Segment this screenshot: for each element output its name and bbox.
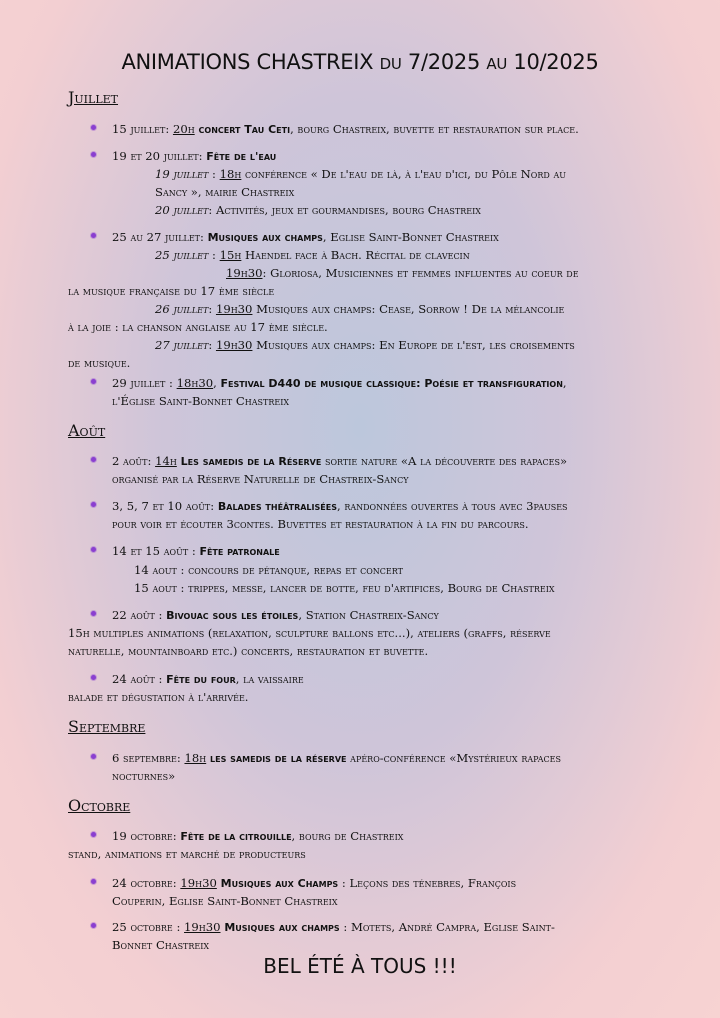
event-date: 19 et 20 juillet: bbox=[112, 149, 207, 163]
event-title: Les samedis de la Réserve bbox=[176, 455, 322, 468]
separator: : bbox=[208, 167, 220, 181]
sub-time: 15h bbox=[219, 248, 242, 262]
event-title: Musiques aux Champs bbox=[216, 877, 339, 890]
event-date: 25 octobre : bbox=[112, 920, 185, 934]
event-date: 25 au 27 juillet: bbox=[112, 230, 208, 244]
sub-line: de musique. bbox=[68, 356, 131, 370]
bullet-icon bbox=[91, 125, 96, 130]
event-date: 2 août: bbox=[112, 454, 156, 468]
event-date: 6 septembre: bbox=[112, 751, 185, 765]
list-item bbox=[112, 120, 579, 139]
event-details: apéro-conférence «Mystérieux rapaces bbox=[346, 751, 561, 765]
sub-line bbox=[226, 264, 579, 282]
list-item bbox=[112, 670, 304, 689]
sub-day: 26 juillet bbox=[155, 302, 209, 316]
event-details: , randonnées ouvertes à tous avec 3pauses bbox=[336, 499, 568, 513]
event-date: 29 juillet : bbox=[112, 376, 177, 390]
event-time: 19h30 bbox=[180, 876, 217, 890]
event-date: 19 octobre: bbox=[112, 829, 181, 843]
event-title: concert Tau Ceti bbox=[194, 123, 291, 136]
event-title: Festival D440 de musique classique: Poésie et transfiguration bbox=[220, 377, 563, 390]
event-title: Fête du four bbox=[166, 673, 236, 686]
event-details: , bbox=[562, 376, 567, 390]
separator: : bbox=[208, 248, 220, 262]
sub-line: naturelle, mountainboard etc.) concerts, restauration et buvette. bbox=[68, 644, 429, 658]
sub-line: la musique française du 17 ème siècle bbox=[68, 284, 275, 298]
bullet-icon bbox=[91, 754, 96, 759]
sub-line bbox=[155, 246, 470, 264]
separator: : bbox=[208, 338, 216, 352]
sub-line: Sancy », mairie Chastreix bbox=[155, 185, 295, 199]
sub-line: balade et dégustation à l'arrivée. bbox=[68, 690, 249, 704]
event-title: les samedis de la réserve bbox=[206, 752, 347, 765]
event-title: Balades théâtralisées bbox=[217, 500, 337, 513]
list-item bbox=[112, 147, 276, 166]
list-item bbox=[112, 228, 499, 247]
sub-text: : Gloriosa, Musiciennes et femmes influentes au coeur de bbox=[262, 266, 579, 280]
sub-line: 14 aout : concours de pétanque, repas et concert bbox=[134, 563, 403, 577]
section-aout: Août bbox=[68, 421, 106, 440]
page-title: ANIMATIONS CHASTREIX du 7/2025 au 10/2025 bbox=[121, 50, 599, 74]
sub-line: nocturnes» bbox=[112, 769, 176, 783]
section-septembre: Septembre bbox=[68, 717, 146, 736]
sub-day: 20 juillet bbox=[155, 203, 209, 217]
list-item bbox=[112, 606, 439, 625]
bullet-icon bbox=[91, 832, 96, 837]
closing-message: BEL ÉTÉ À TOUS !!! bbox=[263, 954, 457, 978]
event-title: Fête patronale bbox=[199, 545, 280, 558]
bullet-icon bbox=[91, 923, 96, 928]
event-date: 3, 5, 7 et 10 août: bbox=[112, 499, 218, 513]
list-item bbox=[112, 497, 568, 516]
event-details: , Station Chastreix-Sancy bbox=[298, 608, 439, 622]
sub-text: Musiques aux champs: En Europe de l'est, les croisements bbox=[252, 338, 575, 352]
event-details: , bourg Chastreix, buvette et restauration sur place. bbox=[290, 122, 579, 136]
sub-line: Couperin, Eglise Saint-Bonnet Chastreix bbox=[112, 894, 338, 908]
sub-day: 27 juillet bbox=[155, 338, 209, 352]
bullet-icon bbox=[91, 152, 96, 157]
sub-line: 15h multiples animations (relaxation, sculpture ballons etc...), ateliers (graffs, réserve bbox=[68, 626, 551, 640]
event-title: Bivouac sous les étoiles bbox=[166, 609, 299, 622]
sub-text: : Activités, jeux et gourmandises, bourg Chastreix bbox=[208, 203, 481, 217]
list-item bbox=[112, 827, 403, 846]
sub-time: 19h30 bbox=[226, 266, 263, 280]
sub-line: organisé par la Réserve Naturelle de Chastreix-Sancy bbox=[112, 472, 409, 486]
event-time: 20h bbox=[172, 122, 195, 136]
list-item bbox=[112, 918, 555, 937]
list-item bbox=[112, 374, 567, 393]
list-item bbox=[112, 452, 567, 471]
sub-line bbox=[155, 300, 564, 318]
bullet-icon bbox=[91, 547, 96, 552]
event-date: 14 et 15 août : bbox=[112, 544, 200, 558]
sub-text: conférence « De l'eau de là, à l'eau d'ici, du Pôle Nord au bbox=[241, 167, 566, 181]
bullet-icon bbox=[91, 379, 96, 384]
list-item bbox=[112, 874, 516, 893]
sub-time: 18h bbox=[219, 167, 242, 181]
event-date: 24 octobre: bbox=[112, 876, 181, 890]
bullet-icon bbox=[91, 457, 96, 462]
event-details: , bourg de Chastreix bbox=[291, 829, 404, 843]
sub-text: Haendel face à Bach. Récital de clavecin bbox=[241, 248, 470, 262]
bullet-icon bbox=[91, 675, 96, 680]
event-title: Musiques aux champs bbox=[220, 921, 340, 934]
event-details: , Eglise Saint-Bonnet Chastreix bbox=[322, 230, 499, 244]
event-details: , la vaissaire bbox=[235, 672, 304, 686]
bullet-icon bbox=[91, 611, 96, 616]
event-details: : Leçons des ténebres, François bbox=[338, 876, 517, 890]
event-details: : Motets, André Campra, Eglise Saint- bbox=[339, 920, 555, 934]
bullet-icon bbox=[91, 233, 96, 238]
event-date: 15 juillet: bbox=[112, 122, 173, 136]
sub-time: 19h30 bbox=[215, 338, 253, 352]
sub-line bbox=[155, 336, 575, 354]
event-time: 19h30 bbox=[184, 920, 221, 934]
event-date: 22 août : bbox=[112, 608, 167, 622]
event-time: 18h30 bbox=[176, 376, 214, 390]
event-time: 18h bbox=[184, 751, 207, 765]
sub-line bbox=[155, 201, 481, 219]
event-time: 14h bbox=[155, 454, 177, 468]
sub-line bbox=[155, 165, 566, 183]
sub-line: Bonnet Chastreix bbox=[112, 938, 210, 952]
event-title: Fête de l'eau bbox=[206, 150, 277, 163]
event-details: sortie nature «A la découverte des rapaces» bbox=[321, 454, 568, 468]
separator: , bbox=[213, 376, 221, 390]
sub-line: stand, animations et marché de producteurs bbox=[68, 847, 306, 861]
sub-day: 25 juillet bbox=[155, 248, 209, 262]
bullet-icon bbox=[91, 502, 96, 507]
sub-line: 15 aout : trippes, messe, lancer de botte, feu d'artifices, Bourg de Chastreix bbox=[134, 581, 555, 595]
event-title: Musiques aux champs bbox=[207, 231, 323, 244]
sub-day: 19 juillet bbox=[155, 167, 209, 181]
event-date: 24 août : bbox=[112, 672, 167, 686]
section-juillet: Juillet bbox=[68, 88, 119, 107]
sub-text: Musiques aux champs: Cease, Sorrow ! De la mélancolie bbox=[252, 302, 565, 316]
sub-time: 19h30 bbox=[215, 302, 253, 316]
sub-line: l'Église Saint-Bonnet Chastreix bbox=[112, 394, 290, 408]
bullet-icon bbox=[91, 879, 96, 884]
sub-line: pour voir et écouter 3contes. Buvettes et restauration à la fin du parcours. bbox=[112, 517, 529, 531]
list-item bbox=[112, 749, 561, 768]
separator: : bbox=[208, 302, 216, 316]
list-item bbox=[112, 542, 280, 561]
event-title: Fête de la citrouille bbox=[180, 830, 292, 843]
section-octobre: Octobre bbox=[68, 796, 131, 815]
sub-line: à la joie : la chanson anglaise au 17 ème siècle. bbox=[68, 320, 328, 334]
